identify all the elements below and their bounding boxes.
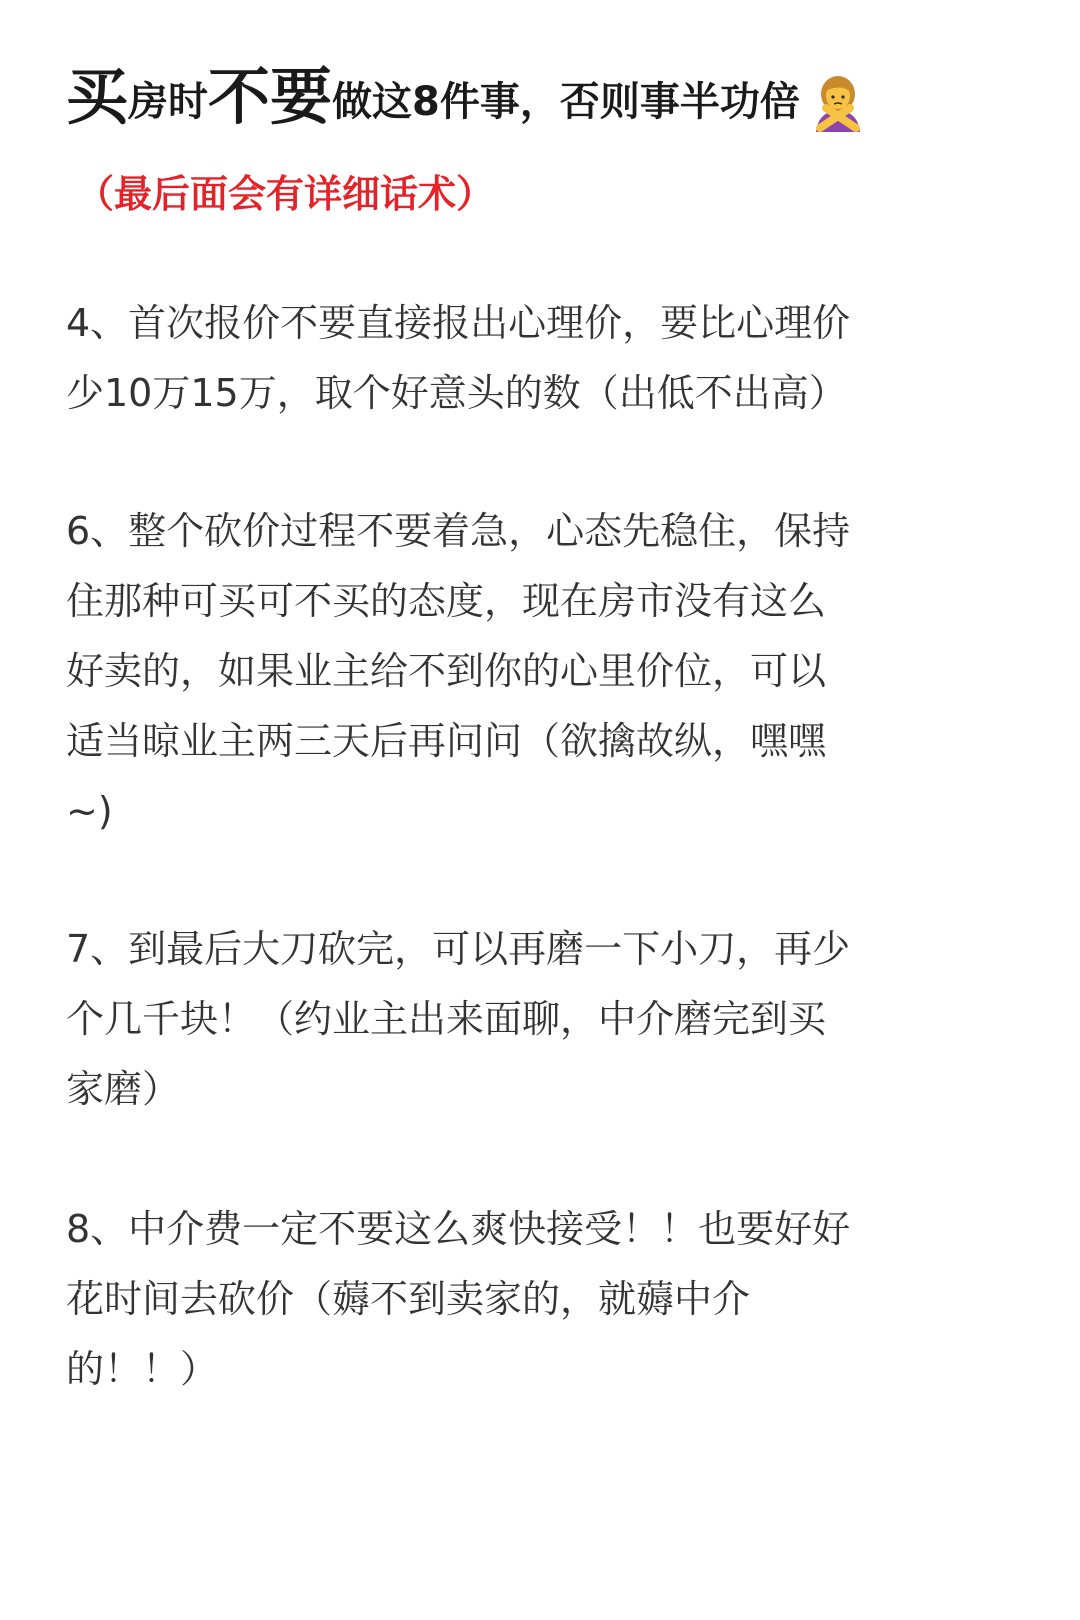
page-title: [66, 56, 866, 136]
tip-line: 花时间去砍价（薅不到卖家的，就薅中介: [66, 1277, 751, 1321]
tip-line: 好卖的，如果业主给不到你的心里价位，可以: [66, 649, 827, 693]
tip-item-6: [66, 496, 1016, 846]
tip-line: 4、首次报价不要直接报出心理价，要比心理价: [66, 301, 851, 345]
tip-line: 7、到最后大刀砍完，可以再磨一下小刀，再少: [66, 927, 851, 971]
title-highlight-dont: 不要: [208, 60, 333, 133]
tip-line: 适当晾业主两三天后再问问（欲擒故纵，嘿嘿: [66, 719, 827, 763]
tip-line: 家磨）: [66, 1067, 181, 1111]
title-highlight-buy: 买: [66, 60, 129, 133]
tip-item-7: [66, 914, 1016, 1124]
title-segment: 房时: [128, 79, 209, 125]
tip-line: 少10万15万，取个好意头的数（出低不出高）: [66, 371, 847, 415]
tip-line: 个几千块！（约业主出来面聊，中介磨完到买: [66, 997, 827, 1041]
tip-line: ~): [66, 789, 113, 833]
tip-line: 8、中介费一定不要这么爽快接受！！也要好好: [66, 1207, 851, 1251]
tip-item-8: [66, 1194, 1016, 1404]
subtitle-note: （最后面会有详细话术）: [76, 172, 495, 216]
tip-line: 的！！）: [66, 1347, 219, 1391]
title-segment-rest: 做这8件事，否则事半功倍: [332, 79, 800, 125]
tip-item-4: [66, 288, 1016, 428]
tip-line: 6、整个砍价过程不要着急，心态先稳住，保持: [66, 509, 851, 553]
person-gesturing-no-icon: [810, 72, 866, 132]
tip-line: 住那种可买可不买的态度，现在房市没有这么: [66, 579, 827, 623]
